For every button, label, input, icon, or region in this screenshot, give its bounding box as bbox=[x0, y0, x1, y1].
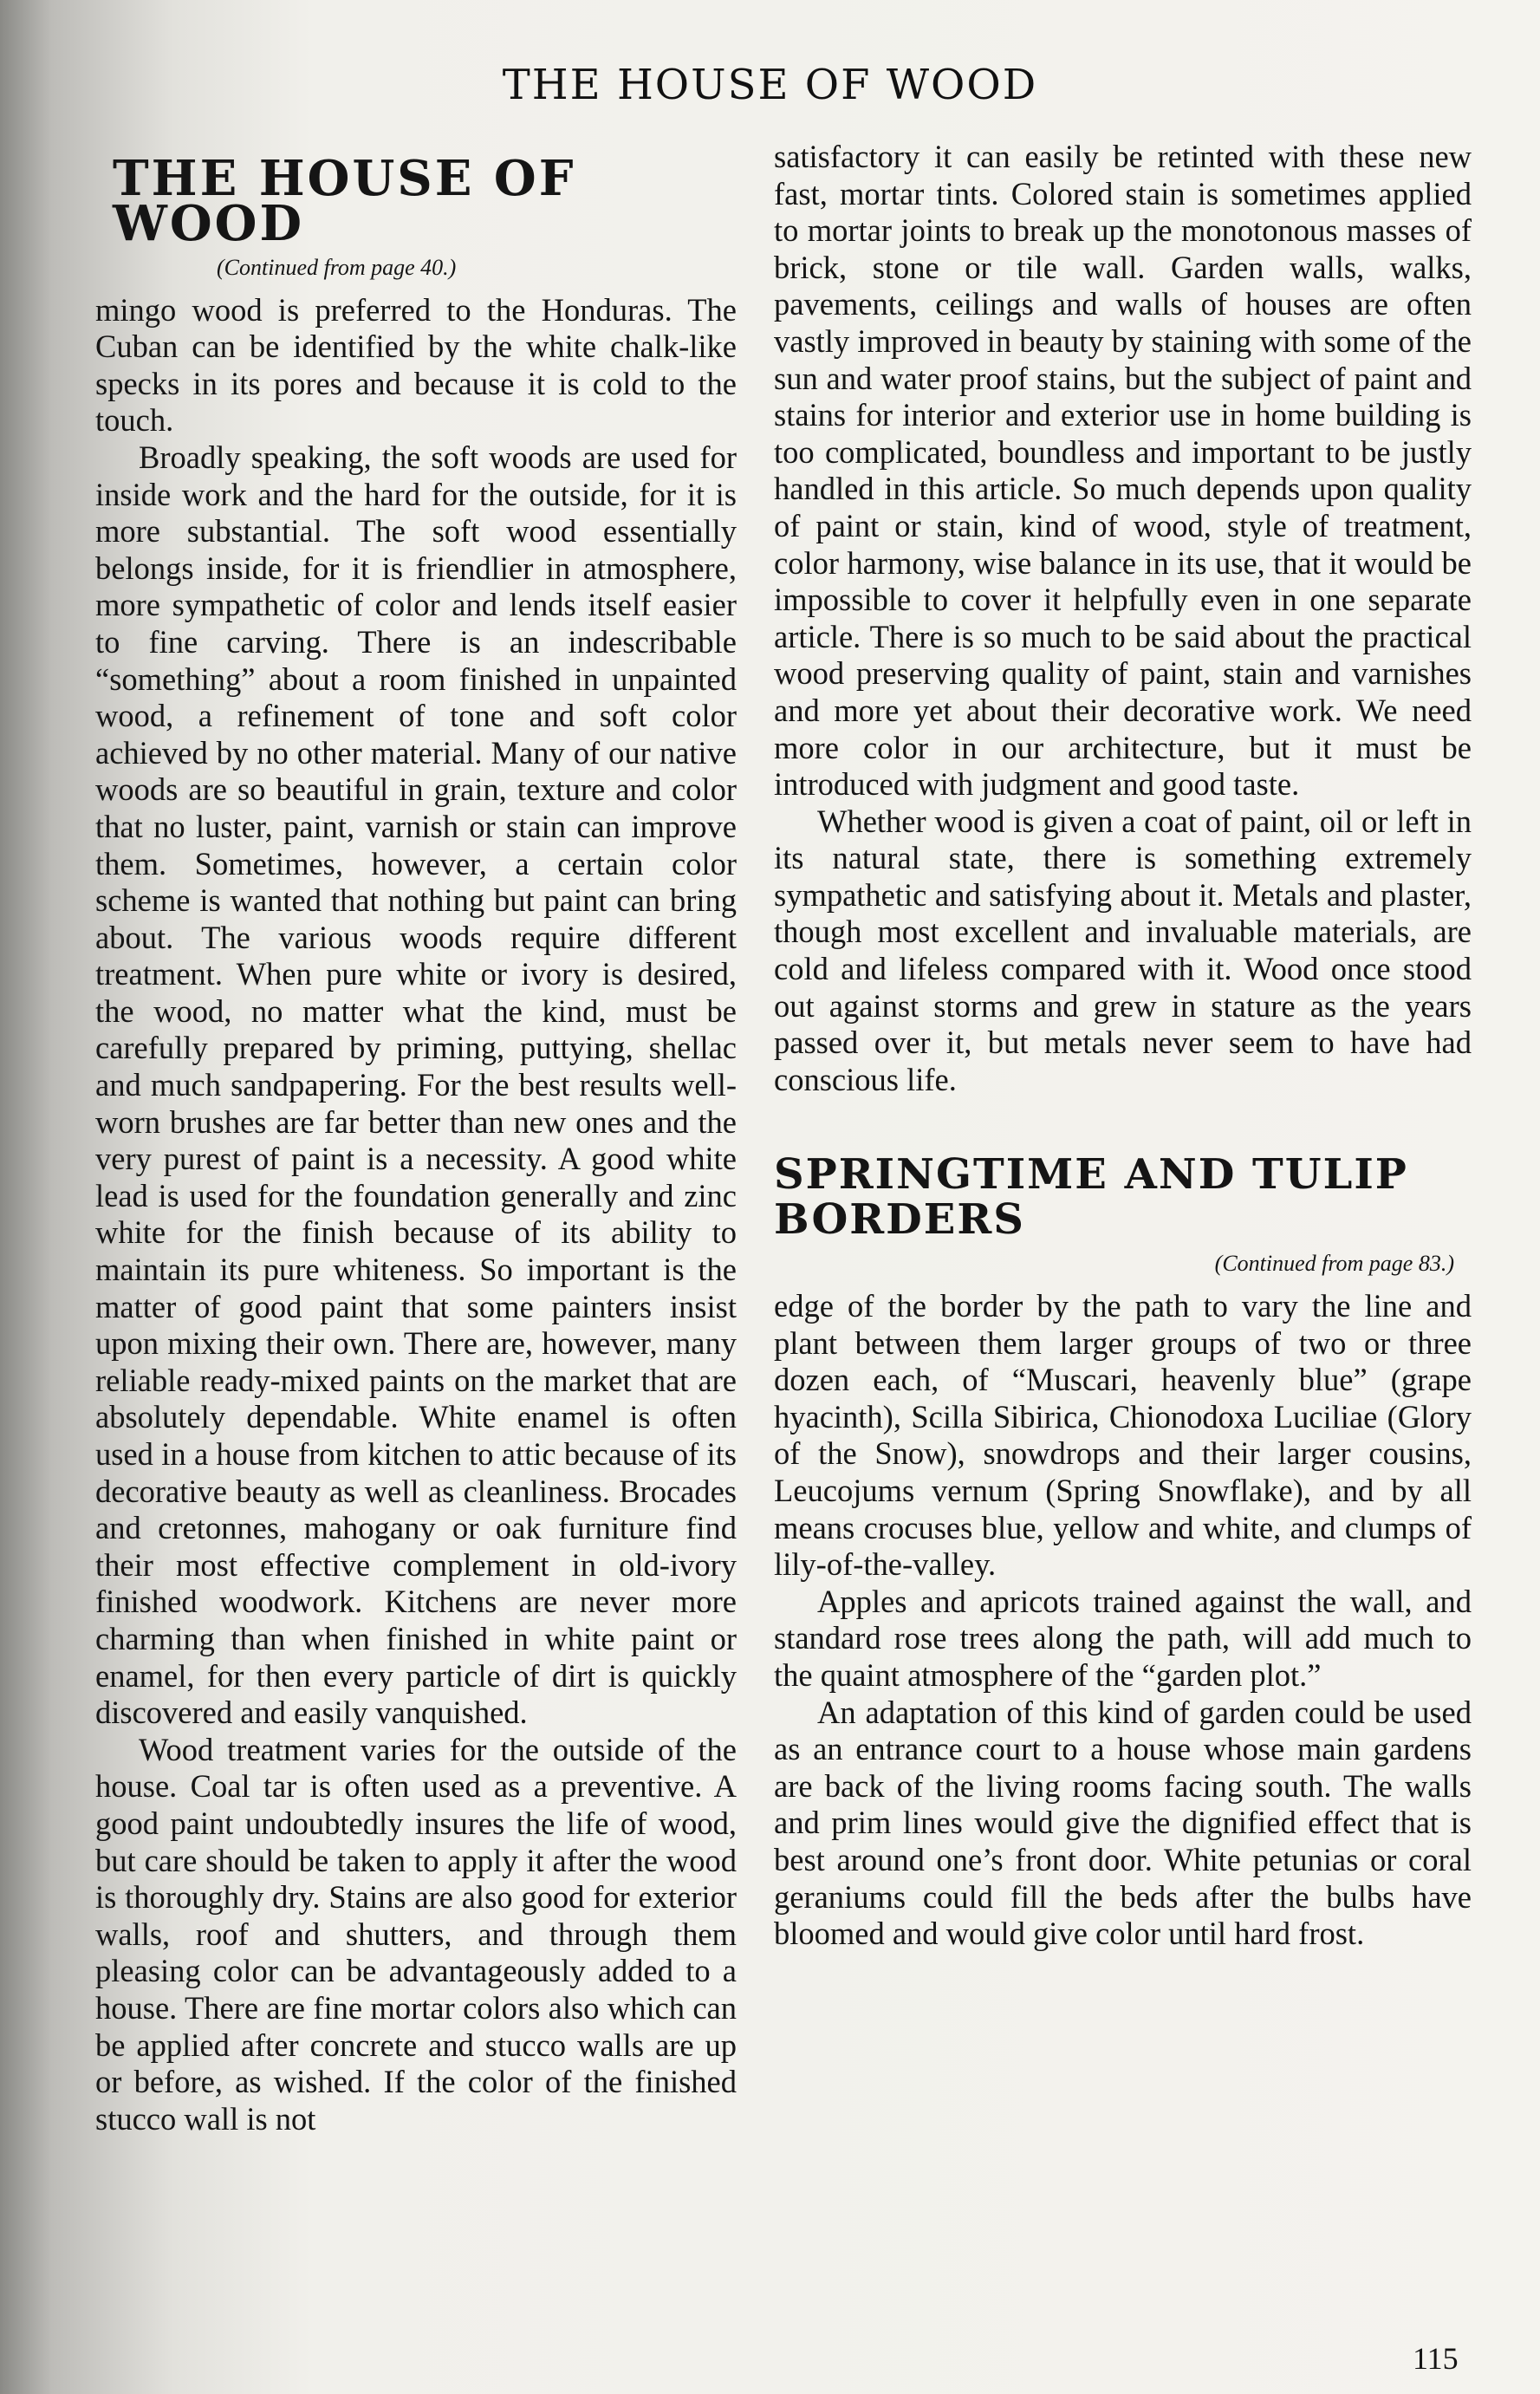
paragraph: satisfactory it can easily be retinted with these new fast, mortar tints. Colored stain is sometimes applied to mortar joints to break up the monotonous masses of brick, stone or tile wall. Garden walls, walks, pavements, ceilings and walls of houses are often vastly improved in beauty by staining with some of the sun and water proof stains, but the subject of paint and stains for interior and exterior use in home building is too complicated, boundless and important to be justly handled in this article. So much depends upon quality of paint or stain, kind of wood, style of treatment, color harmony, wise balance in its use, that it would be impossible to cover it helpfully even in one separate article. There is so much to be said about the practical wood preserving quality of paint, stain and varnishes and more yet about their decorative work. We need more color in our architecture, but it must be introduced with judgment and good taste. bbox=[774, 139, 1472, 803]
second-article-title: SPRINGTIME AND TULIP BORDERS bbox=[774, 1150, 1408, 1245]
left-column bbox=[95, 139, 737, 2137]
right-column bbox=[774, 139, 1472, 1953]
paragraph: Apples and apricots trained against the wall, and standard rose trees along the path, will add much to the quaint atmosphere of the “garden plot.” bbox=[774, 1583, 1472, 1693]
left-article-title: THE HOUSE OF WOOD bbox=[113, 150, 576, 252]
section-gap bbox=[774, 1098, 1472, 1152]
paragraph: Broadly speaking, the soft woods are used for inside work and the hard for the outside, for it is more substantial. The soft wood essentially belongs inside, for it is friendlier in atmosphere, more sympathetic of color and lends itself easier to fine carving. There is an indescribable “something” about a room finished in unpainted wood, a refinement of tone and soft color achieved by no other material. Many of our native woods are so beautiful in grain, texture and color that no luster, paint, varnish or stain can improve them. Sometimes, however, a certain color scheme is wanted that nothing but paint can bring about. The various woods require different treatment. When pure white or ivory is desired, the wood, no matter what the kind, must be carefully prepared by priming, puttying, shellac and much sandpapering. For the best results well-worn brushes are far better than new ones and the very purest of paint is a necessity. A good white lead is used for the foundation generally and zinc white for the finish because of its ability to maintain its pure whiteness. So important is the matter of good paint that some painters insist upon mixing their own. There are, however, many reliable ready-mixed paints on the market that are absolutely dependable. White enamel is often used in a house from kitchen to attic because of its decorative beauty as well as cleanliness. Brocades and cretonnes, mahogany or oak furniture find their most effective complement in old-ivory finished woodwork. Kitchens are never more charming than when finished in white paint or enamel, for then every particle of dirt is quickly discovered and easily vanquished. bbox=[95, 439, 737, 1731]
paragraph: An adaptation of this kind of garden could be used as an entrance court to a house whose main gardens are back of the living rooms facing south. The walls and prim lines would give the dignified effect that is best around one’s front door. White petunias or coral geraniums could fill the beds after the bulbs have bloomed and would give color until hard frost. bbox=[774, 1694, 1472, 1952]
paragraph: Wood treatment varies for the outside of the house. Coal tar is often used as a preventive. A good paint undoubtedly insures the life of wood, but care should be taken to apply it after the wood is thoroughly dry. Stains are also good for exterior walls, roof and shutters, and through them pleasing color can be advantageously added to a house. There are fine mortar colors also which can be applied after concrete and stucco walls are up or before, as wished. If the color of the finished stucco wall is not bbox=[95, 1731, 737, 2137]
left-continued-note: (Continued from page 40.) bbox=[217, 255, 457, 280]
paragraph: Whether wood is given a coat of paint, oil or left in its natural state, there is something extremely sympathetic and satisfying about it. Metals and plaster, though most excellent and invaluable materials, are cold and lifeless compared with it. Wood once stood out against storms and grew in stature as the years passed over it, but metals never seem to have had conscious life. bbox=[774, 803, 1472, 1097]
second-continued-note: (Continued from page 83.) bbox=[1214, 1251, 1454, 1277]
page-number: 115 bbox=[1413, 2341, 1459, 2376]
paragraph: mingo wood is preferred to the Honduras. The Cuban can be identified by the white chalk-like specks in its pores and because it is cold to the touch. bbox=[95, 291, 737, 439]
paragraph: edge of the border by the path to vary the line and plant between them larger groups of two or three dozen each, of “Muscari, heavenly blue” (grape hyacinth), Scilla Sibirica, Chionodoxa Luciliae (Glory of the Snow), snowdrops and their larger cousins, Leucojums vernum (Spring Snowflake), and by all means crocuses blue, yellow and white, and clumps of lily-of-the-valley. bbox=[774, 1288, 1472, 1583]
running-head: THE HOUSE OF WOOD bbox=[502, 61, 1038, 109]
